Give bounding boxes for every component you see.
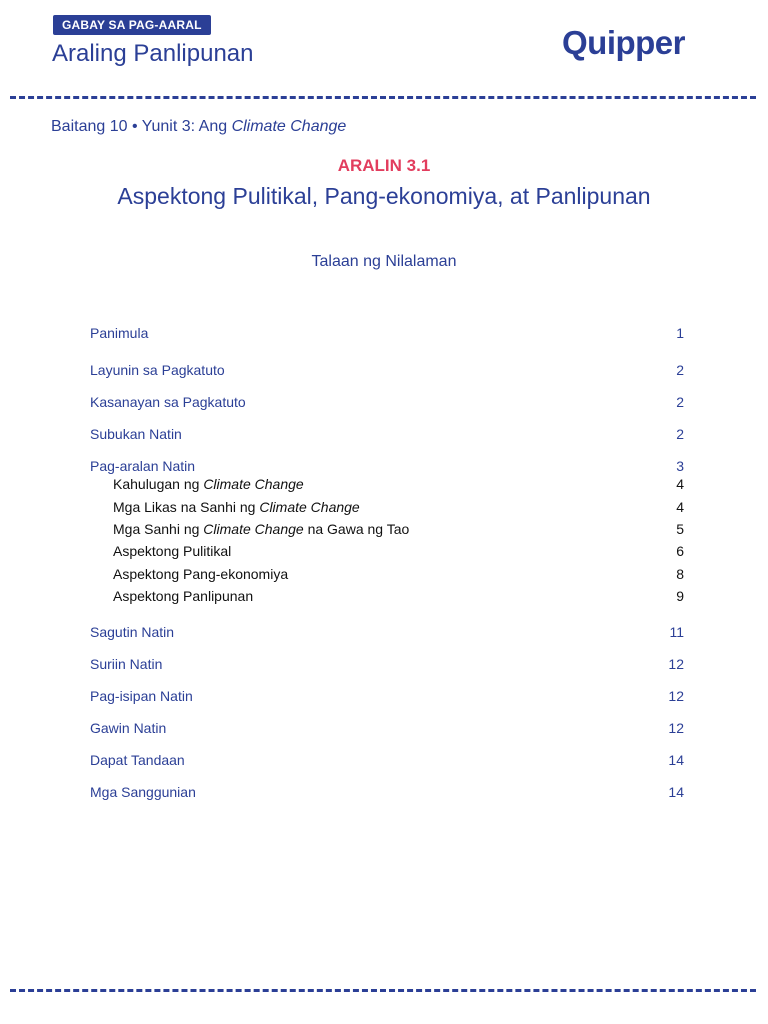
toc-item-label: Sagutin Natin [90, 624, 175, 641]
subitem-italic-text: Climate Change [203, 520, 304, 537]
lesson-title: Aspektong Pulitikal, Pang-ekonomiya, at Panlipunan [117, 183, 651, 209]
subitem-text: Kahulugan ng [113, 476, 204, 493]
toc-heading: Talaan ng Nilalaman [311, 253, 457, 270]
toc-item-page: 2 [676, 394, 684, 410]
subitem-text: Aspektong Pang-ekonomiya [113, 565, 289, 582]
toc-subitem-pulitikal[interactable] [90, 540, 684, 562]
toc-subitem-page: 9 [676, 588, 684, 605]
toc-item-sagutin[interactable] [90, 616, 684, 648]
toc-item-label: Dapat Tandaan [90, 752, 185, 769]
toc-subitem-page: 4 [676, 476, 684, 493]
toc-item-page: 2 [676, 426, 684, 442]
toc-item-label: Layunin sa Pagkatuto [90, 362, 225, 378]
toc-item-kasanayan[interactable] [90, 386, 684, 418]
lesson-label: ARALIN 3.1 [337, 156, 431, 175]
toc-item-page: 11 [669, 624, 684, 641]
subitem-text: Mga Sanhi ng [113, 520, 204, 537]
toc-item-label: Pag-isipan Natin [90, 688, 193, 705]
toc-item-label: Pag-aralan Natin [90, 458, 196, 474]
subitem-text: Aspektong Pulitikal [113, 543, 232, 560]
toc-item-label: Mga Sanggunian [90, 784, 196, 801]
toc-subitem-page: 8 [676, 565, 684, 582]
toc-item-label: Subukan Natin [90, 426, 182, 442]
table-of-contents [90, 322, 684, 808]
toc-item-page: 14 [668, 752, 684, 769]
toc-item-pag-isipan[interactable] [90, 680, 684, 712]
subitem-italic-text: Climate Change [259, 498, 360, 515]
toc-item-label: Gawin Natin [90, 720, 167, 737]
toc-subitem-likas-na-sanhi[interactable] [90, 495, 684, 517]
toc-subitem-pang-ekonomiya[interactable] [90, 563, 684, 585]
toc-subitem-label [113, 521, 409, 537]
toc-item-label: Kasanayan sa Pagkatuto [90, 394, 246, 410]
toc-item-subukan[interactable] [90, 418, 684, 450]
toc-item-label: Panimula [90, 325, 149, 341]
toc-subitem-label [113, 543, 231, 559]
bottom-dashed-divider [10, 989, 756, 992]
toc-subitem-label [113, 588, 253, 604]
toc-item-dapat-tandaan[interactable] [90, 744, 684, 776]
quipper-logo: Quipper [562, 24, 686, 61]
unit-prefix: Baitang 10 • Yunit 3: Ang [51, 118, 232, 135]
toc-subitem-page: 4 [676, 498, 684, 515]
subject-title: Araling Panlipunan [52, 40, 254, 67]
toc-item-page: 3 [676, 458, 684, 474]
toc-item-suriin[interactable] [90, 648, 684, 680]
toc-item-page: 14 [668, 784, 684, 801]
toc-subitem-panlipunan[interactable] [90, 585, 684, 607]
toc-item-panimula[interactable] [90, 322, 684, 344]
toc-item-page: 12 [668, 656, 684, 673]
top-dashed-divider [10, 96, 756, 99]
toc-subitem-kahulugan[interactable] [90, 473, 684, 495]
subitem-text: Aspektong Panlipunan [113, 588, 254, 605]
unit-line [51, 118, 346, 136]
toc-subitem-label [113, 499, 360, 515]
toc-subitem-label [113, 566, 288, 582]
toc-subitem-sanhi-gawa-ng-tao[interactable] [90, 518, 684, 540]
toc-item-gawin[interactable] [90, 712, 684, 744]
toc-subitem-page: 5 [676, 520, 684, 537]
toc-item-label: Suriin Natin [90, 656, 163, 673]
toc-item-layunin[interactable] [90, 354, 684, 386]
toc-subitem-page: 6 [676, 543, 684, 560]
subitem-italic-text: Climate Change [203, 476, 304, 493]
toc-item-sanggunian[interactable] [90, 776, 684, 808]
toc-subsection-list [90, 473, 684, 607]
toc-item-page: 12 [668, 688, 684, 705]
unit-topic: Climate Change [231, 118, 347, 135]
subitem-text: Mga Likas na Sanhi ng [113, 498, 260, 515]
toc-item-page: 12 [668, 720, 684, 737]
toc-item-page: 1 [676, 325, 684, 341]
subitem-text-after: na Gawa ng Tao [303, 520, 410, 537]
toc-item-page: 2 [676, 362, 684, 378]
guide-badge: GABAY SA PAG-AARAL [53, 15, 211, 35]
toc-subitem-label [113, 476, 304, 492]
